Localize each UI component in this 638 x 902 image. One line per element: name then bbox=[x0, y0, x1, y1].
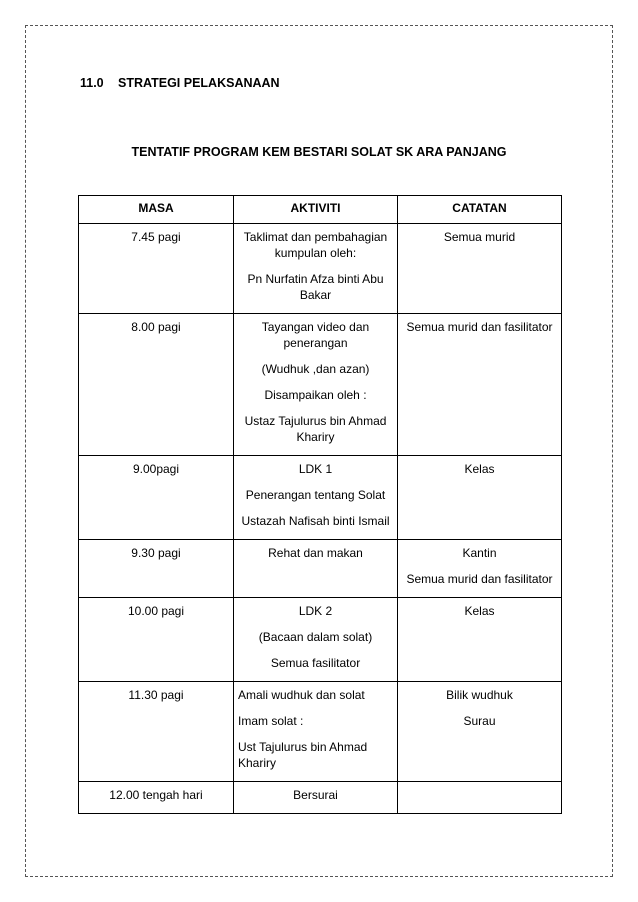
section-title: STRATEGI PELAKSANAAN bbox=[118, 76, 280, 90]
aktiviti-line: Ust Tajulurus bin Ahmad Khariry bbox=[238, 740, 368, 770]
cell-masa bbox=[79, 314, 234, 456]
document-title: TENTATIF PROGRAM KEM BESTARI SOLAT SK ARA PANJANG bbox=[131, 145, 507, 159]
cell-masa bbox=[79, 224, 234, 314]
aktiviti-line: Amali wudhuk dan solat bbox=[238, 688, 365, 702]
aktiviti-line: Semua fasilitator bbox=[270, 656, 361, 670]
cell-aktiviti bbox=[234, 224, 398, 314]
cell-catatan bbox=[398, 782, 562, 814]
cell-catatan bbox=[398, 598, 562, 682]
cell-aktiviti bbox=[234, 314, 398, 456]
cell-aktiviti bbox=[234, 682, 398, 782]
cell-catatan bbox=[398, 682, 562, 782]
masa-text: 10.00 pagi bbox=[127, 604, 185, 618]
masa-text: 11.30 pagi bbox=[128, 688, 184, 702]
table-row bbox=[79, 682, 562, 782]
cell-aktiviti bbox=[234, 782, 398, 814]
table-row bbox=[79, 314, 562, 456]
table-row bbox=[79, 782, 562, 814]
cell-aktiviti bbox=[234, 598, 398, 682]
catatan-line: Semua murid dan fasilitator bbox=[406, 320, 553, 334]
section-heading bbox=[80, 76, 280, 90]
cell-catatan bbox=[398, 540, 562, 598]
aktiviti-line: Tayangan video dan penerangan bbox=[261, 320, 370, 350]
cell-masa bbox=[79, 782, 234, 814]
catatan-line: Semua murid dan fasilitator bbox=[406, 572, 553, 586]
table-row bbox=[79, 224, 562, 314]
cell-masa bbox=[79, 456, 234, 540]
cell-masa bbox=[79, 598, 234, 682]
section-number: 11.0 bbox=[80, 76, 104, 90]
aktiviti-line: Ustazah Nafisah binti Ismail bbox=[241, 514, 390, 528]
table-row bbox=[79, 598, 562, 682]
cell-catatan bbox=[398, 456, 562, 540]
aktiviti-line: LDK 2 bbox=[298, 604, 333, 618]
cell-aktiviti bbox=[234, 540, 398, 598]
aktiviti-line: (Bacaan dalam solat) bbox=[258, 630, 373, 644]
aktiviti-line: Penerangan tentang Solat bbox=[245, 488, 386, 502]
cell-catatan bbox=[398, 224, 562, 314]
aktiviti-line: Imam solat : bbox=[238, 714, 304, 728]
table-header-row bbox=[79, 196, 562, 224]
masa-text: 12.00 tengah hari bbox=[109, 788, 203, 802]
catatan-line: Kantin bbox=[462, 546, 497, 560]
catatan-line: Kelas bbox=[464, 462, 495, 476]
aktiviti-line: Rehat dan makan bbox=[268, 546, 363, 560]
aktiviti-line: Taklimat dan pembahagian kumpulan oleh: bbox=[243, 230, 388, 260]
aktiviti-line: Pn Nurfatin Afza binti Abu Bakar bbox=[247, 272, 384, 302]
header-catatan: CATATAN bbox=[398, 196, 562, 224]
masa-text: 7.45 pagi bbox=[131, 230, 181, 244]
table-row bbox=[79, 540, 562, 598]
aktiviti-line: Disampaikan oleh : bbox=[264, 388, 367, 402]
cell-masa bbox=[79, 540, 234, 598]
catatan-line: Bilik wudhuk bbox=[446, 688, 513, 702]
aktiviti-line: Ustaz Tajulurus bin Ahmad Khariry bbox=[244, 414, 387, 444]
masa-text: 9.00pagi bbox=[132, 462, 180, 476]
header-masa: MASA bbox=[79, 196, 234, 224]
cell-masa bbox=[79, 682, 234, 782]
aktiviti-line: LDK 1 bbox=[298, 462, 333, 476]
cell-catatan bbox=[398, 314, 562, 456]
catatan-line: Kelas bbox=[464, 604, 495, 618]
cell-aktiviti bbox=[234, 456, 398, 540]
aktiviti-line: (Wudhuk ,dan azan) bbox=[261, 362, 370, 376]
table-row bbox=[79, 456, 562, 540]
header-aktiviti: AKTIVITI bbox=[234, 196, 398, 224]
schedule-table bbox=[78, 195, 562, 814]
masa-text: 9.30 pagi bbox=[131, 546, 181, 560]
catatan-line: Surau bbox=[463, 714, 496, 728]
masa-text: 8.00 pagi bbox=[131, 320, 181, 334]
aktiviti-line: Bersurai bbox=[293, 788, 338, 802]
catatan-line: Semua murid bbox=[443, 230, 516, 244]
